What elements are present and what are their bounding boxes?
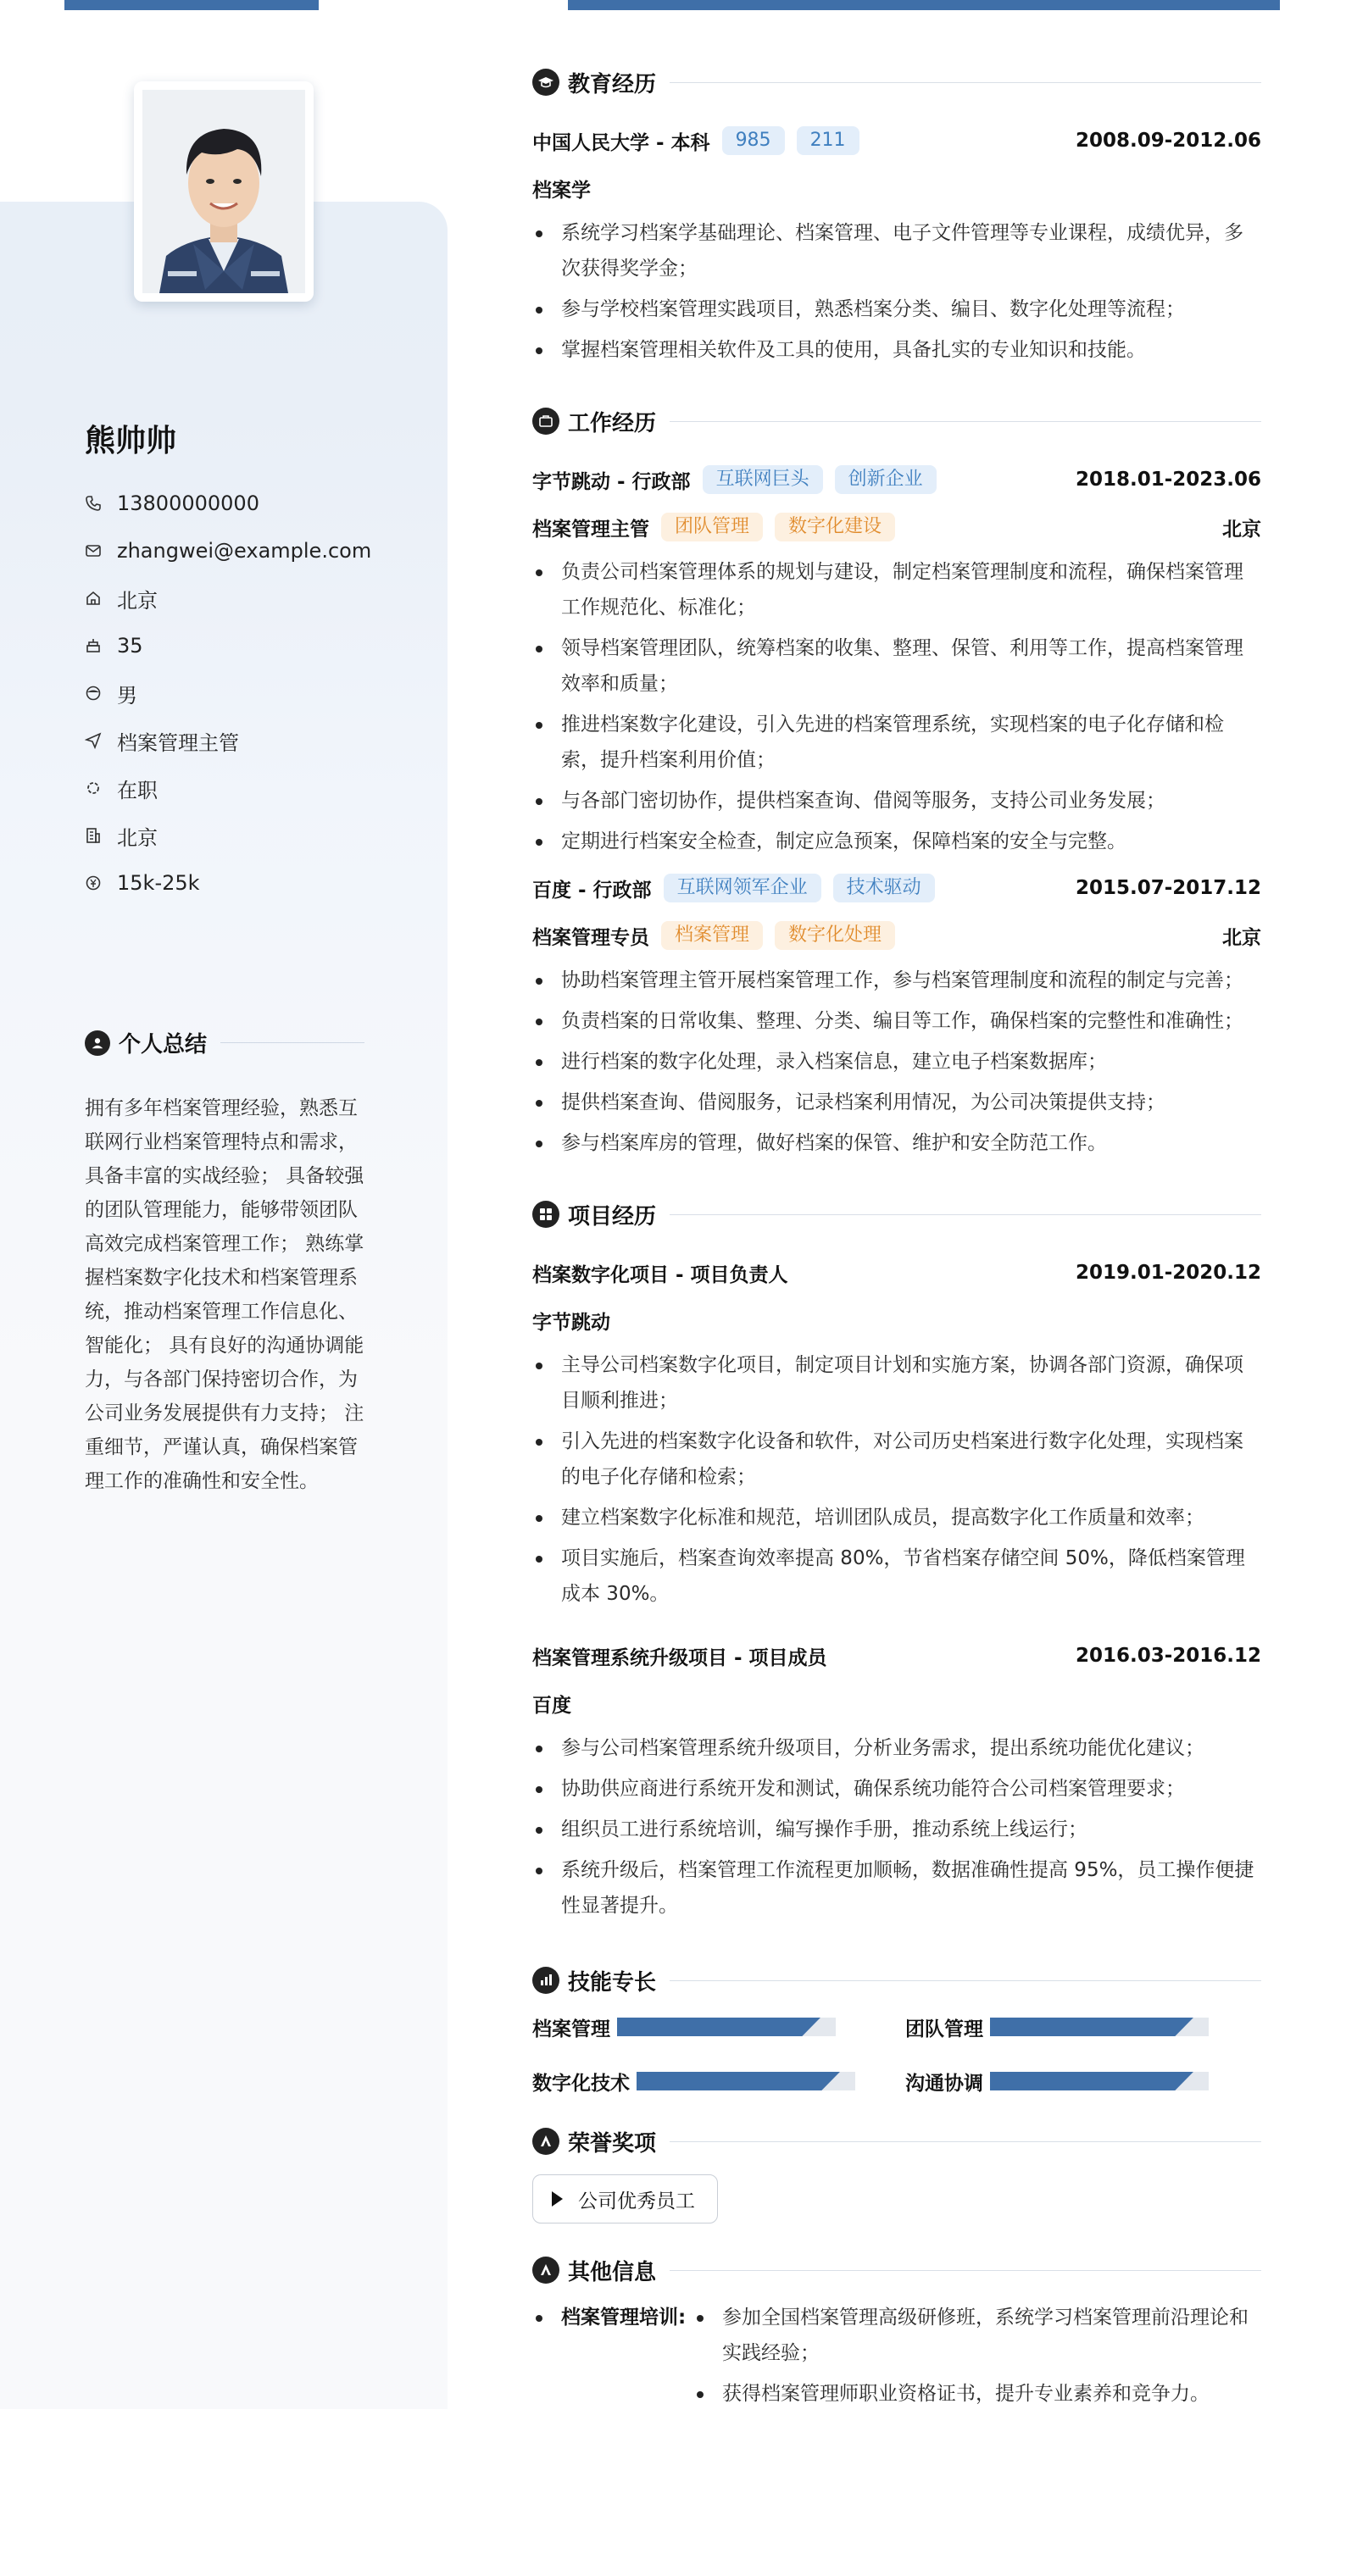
skill-bar [990,2072,1209,2090]
job-date: 2015.07-2017.12 [1075,877,1261,899]
education-bullets [532,215,1261,368]
other-label: 档案管理培训: [532,2300,693,2417]
list-item: 负责档案的日常收集、整理、分类、编目等工作，确保档案的完整性和准确性； [532,1003,1261,1039]
role-tag: 档案管理 [661,921,763,950]
divider [670,2270,1261,2271]
project-bullets [532,1730,1261,1924]
skill-bar [617,2018,836,2036]
project-date: 2019.01-2020.12 [1075,1262,1261,1284]
skill-bar [637,2072,855,2090]
role-tag: 数字化建设 [775,513,895,541]
candidate-name: 熊帅帅 [85,424,177,458]
school-tag: 985 [722,126,785,155]
list-item: 参与学校档案管理实践项目，熟悉档案分类、编目、数字化处理等流程； [532,291,1261,327]
list-item: 系统学习档案学基础理论、档案管理、电子文件管理等专业课程，成绩优异，多次获得奖学金； [532,215,1261,286]
projects-heading: 项目经历 [532,1191,1261,1237]
phone-icon [85,495,102,512]
contact-status: 在职 [85,764,371,812]
list-item: 负责公司档案管理体系的规划与建设，制定档案管理制度和流程，确保档案管理工作规范化、标准化； [532,554,1261,625]
school-tag: 211 [797,126,859,155]
project-header [532,1632,1261,1679]
user-icon [85,1030,110,1056]
company-tag: 技术驱动 [833,874,935,902]
company-tag: 创新企业 [835,465,937,494]
education-entry-header [532,117,1261,164]
summary-text: 拥有多年档案管理经验，熟悉互联网行业档案管理特点和需求，具备丰富的实战经验； 具备较强的团队管理能力，能够带领团队高效完成档案管理工作； 熟练掌握档案数字化技术和档案管理系统，推动档案管理工作信息化、智能化； 具有良好的沟通协调能力，与各部门保持密切合作，为公司业务发展提供有力支持； 注重细节，严谨认真，确保档案管理工作的准确性和安全性。 [85,1097,364,1492]
skill-bar-fill [617,2018,820,2036]
grid-icon [532,1201,559,1228]
job-role: 档案管理专员 档案管理 数字化处理 [532,921,895,950]
summary-heading: 个人总结 [85,1027,364,1058]
contact-gender: 男 [85,669,371,717]
divider [670,82,1261,83]
salary-icon [85,874,102,891]
project-name: 档案管理系统升级项目 - 项目成员 [532,1646,827,1669]
bar-chart-icon [532,1967,559,1994]
skill-item: 团队管理 [905,2012,1261,2042]
divider [670,1980,1261,1981]
briefcase-icon [532,408,559,435]
avatar [134,81,314,302]
list-item: 系统升级后，档案管理工作流程更加顺畅，数据准确性提高 95%，员工操作便捷性显著提升。 [532,1852,1261,1924]
school-name: 中国人民大学 - 本科 985 211 [532,126,859,155]
send-icon [85,732,102,749]
company-name: 百度 - 行政部 互联网领军企业 技术驱动 [532,874,935,902]
other-bullets [693,2300,1261,2417]
role-tag: 数字化处理 [775,921,895,950]
list-item: 获得档案管理师职业资格证书，提升专业素养和竞争力。 [693,2376,1261,2412]
work-heading: 工作经历 [532,398,1261,444]
skill-bar-fill [990,2018,1193,2036]
job-header [532,864,1261,912]
contact-position: 档案管理主管 [85,717,371,764]
other-heading: 其他信息 [532,2247,1261,2293]
company-tag: 互联网领军企业 [664,874,821,902]
main-content [532,59,1261,2417]
job-role: 档案管理主管 团队管理 数字化建设 [532,513,895,541]
contact-list [85,480,371,907]
skills-heading: 技能专长 [532,1957,1261,2003]
list-item: 建立档案数字化标准和规范，培训团队成员，提高数字化工作质量和效率； [532,1500,1261,1535]
project-date: 2016.03-2016.12 [1075,1645,1261,1667]
list-item: 参与档案库房的管理，做好档案的保管、维护和安全防范工作。 [532,1125,1261,1161]
divider [670,2141,1261,2142]
job-bullets [532,963,1261,1161]
skill-bar-fill [990,2072,1193,2090]
project-name: 档案数字化项目 - 项目负责人 [532,1263,788,1286]
list-item: 引入先进的档案数字化设备和软件，对公司历史档案进行数字化处理，实现档案的电子化存储和检索； [532,1424,1261,1495]
company-name: 字节跳动 - 行政部 互联网巨头 创新企业 [532,465,937,494]
contact-city: 北京 [85,575,371,622]
job-location: 北京 [1222,926,1261,949]
list-item: 掌握档案管理相关软件及工具的使用，具备扎实的专业知识和技能。 [532,332,1261,368]
list-item: 提供档案查询、借阅服务，记录档案利用情况，为公司决策提供支持； [532,1085,1261,1120]
job-date: 2018.01-2023.06 [1075,469,1261,491]
list-item: 组织员工进行系统培训，编写操作手册，推动系统上线运行； [532,1812,1261,1847]
status-icon [85,780,102,797]
avatar-photo [142,90,305,293]
list-item: 领导档案管理团队，统筹档案的收集、整理、保管、利用等工作，提高档案管理效率和质量； [532,630,1261,702]
award-item[interactable]: 公司优秀员工 [532,2174,718,2223]
contact-email: zhangwei@example.com [85,527,371,575]
major: 档案学 [532,179,591,202]
list-item: 进行档案的数字化处理，录入档案信息，建立电子档案数据库； [532,1044,1261,1080]
award-icon [532,2128,559,2155]
job-location: 北京 [1222,518,1261,541]
list-item: 协助档案管理主管开展档案管理工作，参与档案管理制度和流程的制定与完善； [532,963,1261,998]
cake-icon [85,637,102,654]
list-item: 定期进行档案安全检查，制定应急预案，保障档案的安全与完整。 [532,824,1261,859]
graduation-cap-icon [532,69,559,96]
project-bullets [532,1347,1261,1612]
gender-icon [85,685,102,702]
awards-heading: 荣誉奖项 [532,2118,1261,2164]
contact-phone: 13800000000 [85,480,371,527]
project-org: 百度 [532,1694,571,1717]
list-item: 与各部门密切协作，提供档案查询、借阅等服务，支持公司业务发展； [532,783,1261,819]
list-item: 参与公司档案管理系统升级项目，分析业务需求，提出系统功能优化建议； [532,1730,1261,1766]
skill-bar [990,2018,1209,2036]
building-icon [85,827,102,844]
list-item: 推进档案数字化建设，引入先进的档案管理系统，实现档案的电子化存储和检索，提升档案利用价值； [532,707,1261,778]
skill-bar-fill [637,2072,840,2090]
contact-work-city: 北京 [85,812,371,859]
divider [220,1042,364,1043]
role-tag: 团队管理 [661,513,763,541]
skill-item: 档案管理 [532,2012,905,2042]
other-item [532,2300,1261,2417]
contact-salary: 15k-25k [85,859,371,907]
play-icon [552,2191,563,2207]
job-role-row [532,503,1261,551]
list-item: 参加全国档案管理高级研修班，系统学习档案管理前沿理论和实践经验； [693,2300,1261,2371]
project-header [532,1249,1261,1296]
job-bullets [532,554,1261,859]
contact-age: 35 [85,622,371,669]
skills-grid [532,2012,1261,2096]
divider [670,1214,1261,1215]
education-heading: 教育经历 [532,59,1261,105]
list-item: 主导公司档案数字化项目，制定项目计划和实施方案，协调各部门资源，确保项目顺利推进； [532,1347,1261,1418]
job-header [532,456,1261,503]
top-accent-bar-right [568,0,1280,10]
education-date: 2008.09-2012.06 [1075,130,1261,152]
info-icon [532,2257,559,2284]
mail-icon [85,542,102,559]
company-tag: 互联网巨头 [703,465,823,494]
project-org: 字节跳动 [532,1311,610,1334]
job-role-row [532,912,1261,959]
skill-item: 数字化技术 [532,2066,905,2096]
divider [670,421,1261,422]
list-item: 协助供应商进行系统开发和测试，确保系统功能符合公司档案管理要求； [532,1771,1261,1807]
list-item: 项目实施后，档案查询效率提高 80%，节省档案存储空间 50%，降低档案管理成本 30%。 [532,1541,1261,1612]
skill-item: 沟通协调 [905,2066,1261,2096]
top-accent-bar-left [64,0,319,10]
home-icon [85,590,102,607]
